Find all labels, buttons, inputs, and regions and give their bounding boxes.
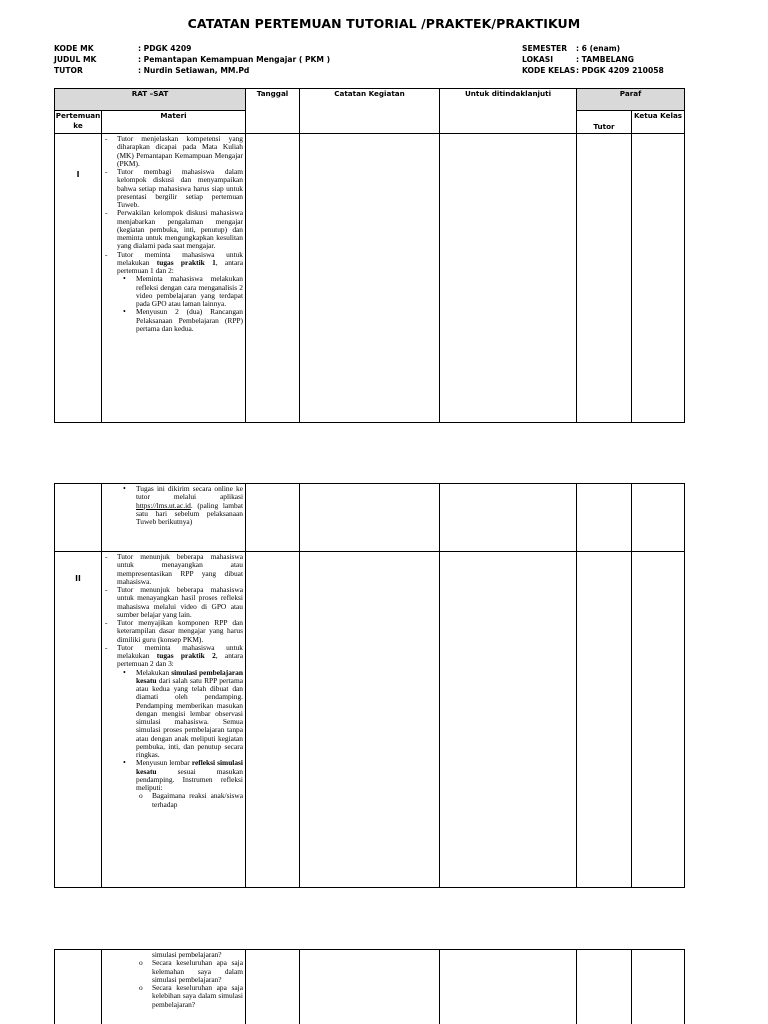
meeting-row-2 (55, 552, 685, 888)
date-cell (246, 134, 300, 423)
date-header: Tanggal (246, 89, 300, 134)
tutor-signature-cell (577, 484, 632, 552)
activity-notes-cell (300, 552, 440, 888)
reflection-item: o Bagaimana reaksi anak/siswa terhadap (105, 792, 243, 809)
semester-value: : 6 (enam) (576, 44, 621, 53)
tutor-signature-cell (577, 552, 632, 888)
reflection-item: o Secara keseluruhan apa saja kelebihan saya dalam simulasi pembelajaran? (105, 984, 243, 1009)
tutor-signature-header: Tutor (577, 111, 632, 134)
material-item: - Tutor membagi mahasiswa dalam kelompok diskusi dan menyampaikan bahwa setiap mahasiswa harus siap untuk presentasi bergilir setiap pertemuan Tuweb. (105, 168, 243, 209)
class-leader-signature-header: Ketua Kelas (632, 111, 685, 134)
rat-sat-header: RAT –SAT (55, 89, 246, 111)
activity-notes-cell (300, 484, 440, 552)
follow-up-cell (440, 950, 577, 1024)
material-header: Materi (102, 111, 246, 134)
signature-header: Paraf (577, 89, 685, 111)
material-item: - Tutor menunjuk beberapa mahasiswa untuk menayangkan hasil proses refleksi mahasiswa melalui video di GPO atau sumber belajar yang lain. (105, 586, 243, 619)
semester-row (522, 43, 664, 54)
material-cell (102, 484, 246, 552)
lms-link[interactable]: https://lms.ut.ac.id (136, 500, 191, 510)
course-code-row (54, 43, 330, 54)
material-item: - Perwakilan kelompok diskusi mahasiswa menjabarkan pengalaman mengajar (kegiatan pembuka, inti, penutup) dan meminta untuk mengungkapkan kesulitan yang dialami pada saat mengajar. (105, 209, 243, 250)
class-code-label: KODE KELAS (522, 66, 576, 75)
class-info (522, 43, 664, 76)
meeting-number (55, 950, 102, 1024)
location-label: LOKASI (522, 55, 554, 64)
date-cell (246, 552, 300, 888)
class-leader-signature-cell (632, 134, 685, 423)
course-title-value: : Pemantapan Kemampuan Mengajar ( PKM ) (138, 55, 331, 64)
reflection-item: o Secara keseluruhan apa saja kelemahan saya dalam simulasi pembelajaran? (105, 959, 243, 984)
task-title: tugas praktik 2 (156, 651, 216, 660)
activity-notes-cell (300, 134, 440, 423)
tutor-value: : Nurdin Setiawan, MM.Pd (138, 66, 250, 75)
tutorial-table-page-3 (54, 949, 685, 1024)
material-item: - Tutor menyajikan komponen RPP dan keterampilan dasar mengajar yang harus dimiliki guru (konsep PKM). (105, 619, 243, 644)
tutor-label: TUTOR (54, 66, 83, 75)
semester-label: SEMESTER (522, 44, 568, 53)
class-leader-signature-cell (632, 484, 685, 552)
task-item: - Tutor meminta mahasiswa untuk melakukan tugas praktik 1, antara pertemuan 1 dan 2: (105, 251, 243, 276)
tutorial-table-page-2 (54, 483, 685, 888)
class-code-value: : PDGK 4209 210058 (576, 66, 664, 75)
meeting-number (55, 484, 102, 552)
meeting-row-1 (55, 134, 685, 423)
tutor-row (54, 65, 330, 76)
material-cell (102, 552, 246, 888)
task-bullet: • Tugas ini dikirim secara online ke tutor melalui aplikasi https://lms.ut.ac.id. (paling lambat satu hari sebelum pelaksanaan Tuweb berikutnya) (105, 485, 243, 526)
tutor-signature-cell (577, 950, 632, 1024)
task-title: tugas praktik 1 (156, 257, 216, 267)
task-bullet: • Melakukan simulasi pembelajaran kesatu dari salah satu RPP pertama atau kedua yang telah dibuat dan diamati oleh pendamping. Pendamping memberikan masukan dengan mengisi lembar observasi simulasi mahasiswa. Semua simulasi proses pembelajaran tanpa atau dengan anak meliputi kegiatan pembuka, inti, dan penutup secara ringkas. (105, 669, 243, 760)
follow-up-cell (440, 134, 577, 423)
tutorial-table-page-1 (54, 88, 685, 423)
location-row (522, 54, 664, 65)
follow-up-cell (440, 484, 577, 552)
tutor-signature-cell (577, 134, 632, 423)
class-leader-signature-cell (632, 950, 685, 1024)
material-cell (102, 134, 246, 423)
meeting-number: II (55, 552, 102, 888)
material-item: - Tutor menjelaskan kompetensi yang diharapkan dicapai pada Mata Kuliah (MK) Pemantapan Kemampuan Mengajar (PKM). (105, 135, 243, 168)
task-item: - Tutor meminta mahasiswa untuk melakukan tugas praktik 2, antara pertemuan 2 dan 3: (105, 644, 243, 669)
location-value: : TAMBELANG (576, 55, 634, 64)
class-leader-signature-cell (632, 552, 685, 888)
meeting-number-header: Pertemuan ke (55, 111, 102, 134)
task-bullet: • Meminta mahasiswa melakukan refleksi dengan cara menganalisis 2 video pembelajaran yang terdapat pada GPO atau laman lainnya. (105, 275, 243, 308)
material-item: - Tutor menunjuk beberapa mahasiswa untuk menayangkan atau mempresentasikan RPP yang dibuat mahasiswa. (105, 553, 243, 586)
continuation-row (55, 950, 685, 1024)
activity-notes-header: Catatan Kegiatan (300, 89, 440, 134)
task-bullet: • Menyusun 2 (dua) Rancangan Pelaksanaan Pembelajaran (RPP) pertama dan kedua. (105, 308, 243, 333)
course-title-row (54, 54, 330, 65)
activity-notes-cell (300, 950, 440, 1024)
reflection-item-continuation: simulasi pembelajaran? (152, 950, 222, 959)
meeting-number: I (55, 134, 102, 423)
course-info (54, 43, 330, 76)
course-code-label: KODE MK (54, 44, 94, 53)
course-code-value: : PDGK 4209 (138, 44, 192, 53)
page-title: CATATAN PERTEMUAN TUTORIAL /PRAKTEK/PRAKTIKUM (187, 16, 581, 31)
task-bullet: • Menyusun lembar refleksi simulasi kesatu sesuai masukan pendamping. Instrumen refleksi meliputi: (105, 759, 243, 792)
class-code-row (522, 65, 664, 76)
follow-up-header: Untuk ditindaklanjuti (440, 89, 577, 134)
date-cell (246, 484, 300, 552)
follow-up-cell (440, 552, 577, 888)
course-title-label: JUDUL MK (54, 55, 97, 64)
date-cell (246, 950, 300, 1024)
continuation-row (55, 484, 685, 552)
material-cell (102, 950, 246, 1024)
